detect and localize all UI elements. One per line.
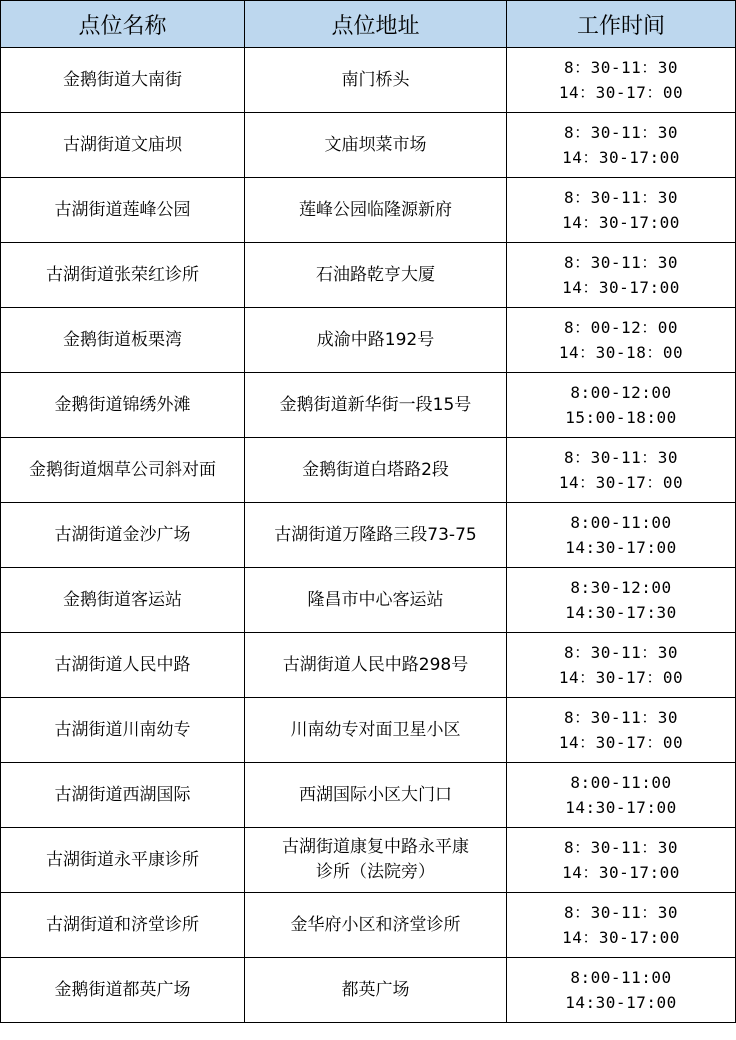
afternoon-hours: 14：30-17：00: [558, 733, 684, 752]
table-row: [1, 828, 736, 893]
site-name-cell: 古湖街道和济堂诊所: [1, 893, 245, 958]
morning-hours: 8:00-11:00: [570, 968, 672, 987]
afternoon-hours: 14:30-17:30: [565, 603, 677, 622]
site-name-cell: 金鹅街道锦绣外滩: [1, 373, 245, 438]
site-address-cell: 都英广场: [245, 958, 507, 1023]
morning-hours: 8:30-12:00: [570, 578, 672, 597]
site-address-cell: 隆昌市中心客运站: [245, 568, 507, 633]
header-working-hours: 工作时间: [507, 1, 736, 48]
site-address-cell: 南门桥头: [245, 48, 507, 113]
afternoon-hours: 14：30-17:00: [562, 863, 680, 882]
header-site-address: 点位地址: [245, 1, 507, 48]
site-address-cell: 成渝中路192号: [245, 308, 507, 373]
afternoon-hours: 14：30-18：00: [558, 343, 684, 362]
address-line: 古湖街道康复中路永平康: [282, 837, 469, 857]
site-name-cell: 金鹅街道客运站: [1, 568, 245, 633]
table-row: [1, 178, 736, 243]
morning-hours: 8：30-11：30: [563, 188, 679, 207]
working-hours-cell: [507, 503, 736, 568]
morning-hours: 8：00-12：00: [563, 318, 679, 337]
site-name-cell: 古湖街道金沙广场: [1, 503, 245, 568]
site-name-cell: 古湖街道张荣红诊所: [1, 243, 245, 308]
site-address-cell: 西湖国际小区大门口: [245, 763, 507, 828]
working-hours-cell: [507, 633, 736, 698]
site-name-cell: 金鹅街道大南街: [1, 48, 245, 113]
afternoon-hours: 14:30-17:00: [565, 538, 677, 557]
working-hours-cell: [507, 48, 736, 113]
header-row: [1, 1, 736, 48]
afternoon-hours: 14：30-17:00: [562, 213, 680, 232]
morning-hours: 8:00-11:00: [570, 513, 672, 532]
site-name-cell: 古湖街道人民中路: [1, 633, 245, 698]
morning-hours: 8：30-11：30: [563, 903, 679, 922]
afternoon-hours: 14:30-17:00: [565, 993, 677, 1012]
working-hours-cell: [507, 113, 736, 178]
morning-hours: 8:00-12:00: [570, 383, 672, 402]
table-row: [1, 958, 736, 1023]
site-address-cell: 川南幼专对面卫星小区: [245, 698, 507, 763]
site-name-cell: 古湖街道川南幼专: [1, 698, 245, 763]
table-row: [1, 438, 736, 503]
working-hours-cell: [507, 568, 736, 633]
morning-hours: 8：30-11：30: [563, 58, 679, 77]
afternoon-hours: 14：30-17：00: [558, 668, 684, 687]
table-body: [1, 48, 736, 1023]
table-header: [1, 1, 736, 48]
working-hours-cell: [507, 243, 736, 308]
afternoon-hours: 14:30-17:00: [565, 798, 677, 817]
site-name-cell: 古湖街道莲峰公园: [1, 178, 245, 243]
table-row: [1, 308, 736, 373]
afternoon-hours: 14：30-17：00: [558, 473, 684, 492]
site-name-cell: 古湖街道西湖国际: [1, 763, 245, 828]
morning-hours: 8:00-11:00: [570, 773, 672, 792]
working-hours-cell: [507, 373, 736, 438]
working-hours-cell: [507, 893, 736, 958]
working-hours-cell: [507, 698, 736, 763]
site-address-cell: 文庙坝菜市场: [245, 113, 507, 178]
table-row: [1, 568, 736, 633]
morning-hours: 8：30-11：30: [563, 838, 679, 857]
table-row: [1, 503, 736, 568]
site-address-cell: 金鹅街道新华街一段15号: [245, 373, 507, 438]
afternoon-hours: 14：30-17:00: [562, 148, 680, 167]
table-row: [1, 113, 736, 178]
table-row: [1, 373, 736, 438]
table-row: [1, 633, 736, 698]
afternoon-hours: 14：30-17:00: [562, 278, 680, 297]
address-line: 诊所（法院旁）: [316, 862, 435, 882]
site-address-cell: 古湖街道人民中路298号: [245, 633, 507, 698]
working-hours-cell: [507, 438, 736, 503]
site-name-cell: 金鹅街道板栗湾: [1, 308, 245, 373]
working-hours-cell: [507, 763, 736, 828]
table-row: [1, 243, 736, 308]
morning-hours: 8：30-11：30: [563, 448, 679, 467]
morning-hours: 8：30-11：30: [563, 253, 679, 272]
header-site-name: 点位名称: [1, 1, 245, 48]
site-address-cell: 金华府小区和济堂诊所: [245, 893, 507, 958]
site-address-cell: 石油路乾亨大厦: [245, 243, 507, 308]
site-name-cell: 古湖街道文庙坝: [1, 113, 245, 178]
site-name-cell: 金鹅街道烟草公司斜对面: [1, 438, 245, 503]
morning-hours: 8：30-11：30: [563, 643, 679, 662]
site-address-cell: 古湖街道万隆路三段73-75: [245, 503, 507, 568]
site-name-cell: 古湖街道永平康诊所: [1, 828, 245, 893]
morning-hours: 8：30-11：30: [563, 123, 679, 142]
afternoon-hours: 14：30-17:00: [562, 928, 680, 947]
site-address-cell: 金鹅街道白塔路2段: [245, 438, 507, 503]
working-hours-cell: [507, 958, 736, 1023]
table-row: [1, 48, 736, 113]
site-address-cell: 莲峰公园临隆源新府: [245, 178, 507, 243]
afternoon-hours: 15:00-18:00: [565, 408, 677, 427]
table-row: [1, 893, 736, 958]
site-name-cell: 金鹅街道都英广场: [1, 958, 245, 1023]
afternoon-hours: 14：30-17：00: [558, 83, 684, 102]
morning-hours: 8：30-11：30: [563, 708, 679, 727]
working-hours-cell: [507, 828, 736, 893]
table-row: [1, 698, 736, 763]
working-hours-cell: [507, 308, 736, 373]
working-hours-cell: [507, 178, 736, 243]
table-row: [1, 763, 736, 828]
site-address-cell: [245, 828, 507, 893]
